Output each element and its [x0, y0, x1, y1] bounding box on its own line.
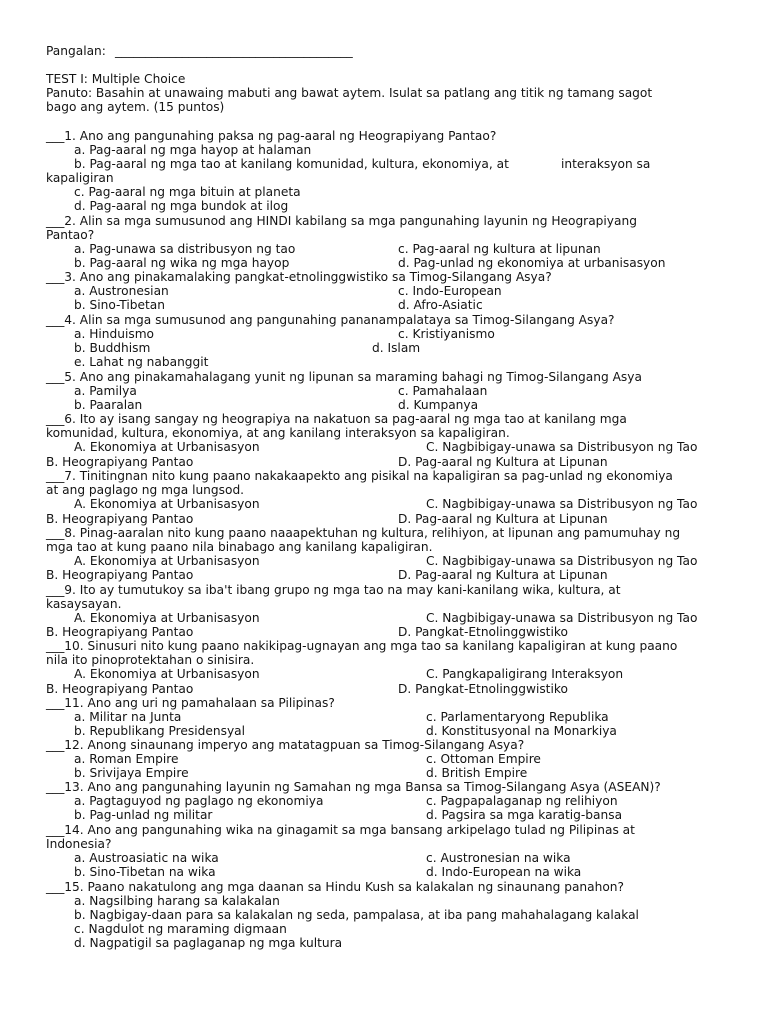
choice: B. Heograpiyang Pantao: [46, 568, 194, 582]
choice: b. Sino-Tibetan na wika: [74, 865, 216, 879]
question-stem: Pantao?: [46, 228, 95, 242]
question-stem: ___8. Pinag-aaralan nito kung paano naaapektuhan ng kultura, relihiyon, at lipunan ang pamumuhay ng: [46, 526, 681, 540]
question-stem: ___12. Anong sinaunang imperyo ang matatagpuan sa Timog-Silangang Asya?: [46, 738, 525, 752]
choice: D. Pangkat-Etnolinggwistiko: [398, 625, 568, 639]
choice: d. Afro-Asiatic: [398, 298, 483, 312]
choice: a. Roman Empire: [74, 752, 179, 766]
choice: c. Pagpapalaganap ng relihiyon: [426, 794, 618, 808]
question-stem: ___15. Paano nakatulong ang mga daanan sa Hindu Kush sa kalakalan ng sinaunang panahon?: [46, 880, 624, 894]
question-stem: nila ito pinoprotektahan o sinisira.: [46, 653, 255, 667]
choice: C. Nagbibigay-unawa sa Distribusyon ng Tao: [426, 497, 698, 511]
choice: D. Pag-aaral ng Kultura at Lipunan: [398, 568, 608, 582]
choice: D. Pag-aaral ng Kultura at Lipunan: [398, 455, 608, 469]
name-label: Pangalan:: [46, 44, 106, 58]
choice: c. Pag-aaral ng kultura at lipunan: [398, 242, 601, 256]
choice: b. Srivijaya Empire: [74, 766, 189, 780]
choice: b. Nagbigay-daan para sa kalakalan ng seda, pampalasa, at iba pang mahahalagang kalakal: [74, 908, 639, 922]
choice: b. Paaralan: [74, 398, 143, 412]
choice: A. Ekonomiya at Urbanisasyon: [74, 440, 260, 454]
choice: b. Sino-Tibetan: [74, 298, 165, 312]
choice: A. Ekonomiya at Urbanisasyon: [74, 611, 260, 625]
choice: b. Republikang Presidensyal: [74, 724, 246, 738]
choice: A. Ekonomiya at Urbanisasyon: [74, 667, 260, 681]
question-stem: ___10. Sinusuri nito kung paano nakikipag-ugnayan ang mga tao sa kanilang kapaligiran at kung paano: [46, 639, 678, 653]
choice: c. Nagdulot ng maraming digmaan: [74, 922, 287, 936]
question-stem: at ang paglago ng mga lungsod.: [46, 483, 245, 497]
choice: b. Buddhism: [74, 341, 151, 355]
choice: b. Pag-aaral ng mga tao at kanilang komunidad, kultura, ekonomiya, at: [74, 157, 509, 171]
test-title: TEST I: Multiple Choice: [46, 72, 186, 86]
choice: d. Kumpanya: [398, 398, 479, 412]
choice: d. Pag-unlad ng ekonomiya at urbanisasyon: [398, 256, 666, 270]
choice: d. Konstitusyonal na Monarkiya: [426, 724, 617, 738]
choice: C. Nagbibigay-unawa sa Distribusyon ng Tao: [426, 611, 698, 625]
choice: D. Pag-aaral ng Kultura at Lipunan: [398, 512, 608, 526]
choice: B. Heograpiyang Pantao: [46, 682, 194, 696]
choice: a. Pagtaguyod ng paglago ng ekonomiya: [74, 794, 324, 808]
question-stem: ___13. Ano ang pangunahing layunin ng Samahan ng mga Bansa sa Timog-Silangang Asya (ASEAN)?: [46, 780, 661, 794]
instructions-line-1: Panuto: Basahin at unawaing mabuti ang bawat aytem. Isulat sa patlang ang titik ng tamang sagot: [46, 86, 653, 100]
choice: C. Pangkapaligirang Interaksyon: [426, 667, 624, 681]
choice: B. Heograpiyang Pantao: [46, 512, 194, 526]
choice: A. Ekonomiya at Urbanisasyon: [74, 497, 260, 511]
choice: c. Pag-aaral ng mga bituin at planeta: [74, 185, 301, 199]
choice: d. Indo-European na wika: [426, 865, 582, 879]
choice: d. Pagsira sa mga karatig-bansa: [426, 808, 623, 822]
question-stem: ___9. Ito ay tumutukoy sa iba't ibang grupo ng mga tao na may kani-kanilang wika, kultura, at: [46, 583, 621, 597]
choice: b. Pag-unlad ng militar: [74, 808, 213, 822]
choice: d. Pag-aaral ng mga bundok at ilog: [74, 199, 289, 213]
name-blank[interactable]: _______________________________________: [115, 44, 353, 58]
choice: a. Pamilya: [74, 384, 137, 398]
question-stem: ___4. Alin sa mga sumusunod ang pangunahing pananampalataya sa Timog-Silangang Asya?: [46, 313, 615, 327]
choice: c. Ottoman Empire: [426, 752, 541, 766]
choice: e. Lahat ng nabanggit: [74, 355, 209, 369]
question-stem: ___3. Ano ang pinakamalaking pangkat-etnolinggwistiko sa Timog-Silangang Asya?: [46, 270, 552, 284]
question-stem: ___2. Alin sa mga sumusunod ang HINDI kabilang sa mga pangunahing layunin ng Heograpiyang: [46, 214, 637, 228]
choice: a. Austronesian: [74, 284, 169, 298]
question-stem: Indonesia?: [46, 837, 112, 851]
question-stem: ___11. Ano ang uri ng pamahalaan sa Pilipinas?: [46, 696, 335, 710]
choice: B. Heograpiyang Pantao: [46, 625, 194, 639]
question-stem: ___5. Ano ang pinakamahalagang yunit ng lipunan sa maraming bahagi ng Timog-Silangang Asya: [46, 370, 642, 384]
question-stem: ___1. Ano ang pangunahing paksa ng pag-aaral ng Heograpiyang Pantao?: [46, 129, 497, 143]
choice: b. Pag-aaral ng wika ng mga hayop: [74, 256, 290, 270]
choice: c. Indo-European: [398, 284, 502, 298]
choice: C. Nagbibigay-unawa sa Distribusyon ng Tao: [426, 440, 698, 454]
choice: a. Nagsilbing harang sa kalakalan: [74, 894, 280, 908]
choice: c. Kristiyanismo: [398, 327, 495, 341]
instructions-line-2: bago ang aytem. (15 puntos): [46, 100, 225, 114]
choice: A. Ekonomiya at Urbanisasyon: [74, 554, 260, 568]
choice: B. Heograpiyang Pantao: [46, 455, 194, 469]
question-stem: ___14. Ano ang pangunahing wika na ginagamit sa mga bansang arkipelago tulad ng Pilipinas at: [46, 823, 635, 837]
question-stem: ___7. Tinitingnan nito kung paano nakakaapekto ang pisikal na kapaligiran sa pag-unlad ng ekonomiya: [46, 469, 673, 483]
choice: D. Pangkat-Etnolinggwistiko: [398, 682, 568, 696]
question-stem: ___6. Ito ay isang sangay ng heograpiya na nakatuon sa pag-aaral ng mga tao at kanilang mga: [46, 412, 627, 426]
choice: a. Hinduismo: [74, 327, 155, 341]
choice: a. Militar na Junta: [74, 710, 182, 724]
question-stem: mga tao at kung paano nila binabago ang kanilang kapaligiran.: [46, 540, 433, 554]
choice: d. Islam: [372, 341, 421, 355]
question-stem: kasaysayan.: [46, 597, 122, 611]
choice: a. Pag-aaral ng mga hayop at halaman: [74, 143, 312, 157]
choice: d. British Empire: [426, 766, 528, 780]
choice: c. Austronesian na wika: [426, 851, 571, 865]
choice: a. Pag-unawa sa distribusyon ng tao: [74, 242, 296, 256]
choice: a. Austroasiatic na wika: [74, 851, 219, 865]
choice-continuation: kapaligiran: [46, 171, 114, 185]
choice-continuation: interaksyon sa: [561, 157, 651, 171]
choice: c. Parlamentaryong Republika: [426, 710, 609, 724]
choice: c. Pamahalaan: [398, 384, 488, 398]
choice: C. Nagbibigay-unawa sa Distribusyon ng Tao: [426, 554, 698, 568]
choice: d. Nagpatigil sa paglaganap ng mga kultura: [74, 936, 343, 950]
question-stem: komunidad, kultura, ekonomiya, at ang kanilang interaksyon sa kapaligiran.: [46, 426, 510, 440]
